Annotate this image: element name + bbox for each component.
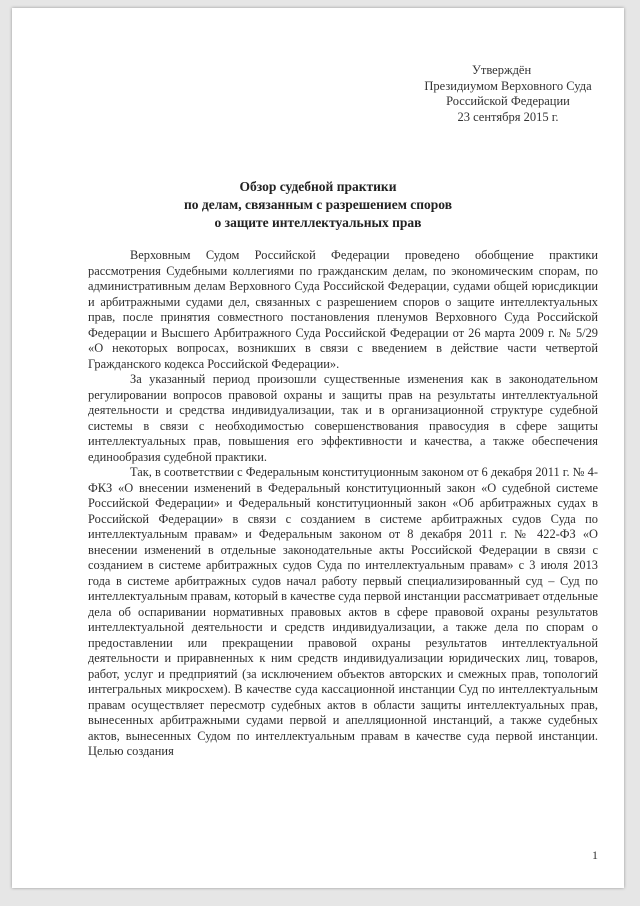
paragraph: Верховным Судом Российской Федерации проведено обобщение практики рассмотрения Судебными коллегиями по гражданским делам, по экономическим спорам, по административным делам Верховного Суда Российской Федерации, судами общей юрисдикции и арбитражными судами дел, связанных с разрешением споров о защите интеллектуальных прав, после принятия совместного постановления пленумов Верховного Суда Российской Федерации и Высшего Арбитражного Суда Российской Федерации от 26 марта 2009 г. № 5/29 «О некоторых вопросах, возникших в связи с введением в действие части четвертой Гражданского кодекса Российской Федерации». <box>88 248 598 371</box>
paragraph: За указанный период произошли существенные изменения как в законодательном регулировании вопросов правовой охраны и защиты прав на результаты интеллектуальной деятельности и средства индивидуализации, так и в организационной структуре судебной системы в связи с необходимостью совершенствования правосудия в сфере защиты интеллектуальных прав, повышения его эффективности и качества, а также обеспечения единообразия судебной практики. <box>88 372 598 464</box>
document-title <box>52 178 584 232</box>
document-page <box>12 8 624 888</box>
title-line: по делам, связанным с разрешением споров <box>183 197 453 212</box>
approval-line: Утверждён <box>472 63 532 77</box>
document-body <box>88 248 598 760</box>
approval-stamp <box>408 63 608 125</box>
approval-date: 23 сентября 2015 г. <box>457 109 559 124</box>
approval-line: Российской Федерации <box>446 94 570 108</box>
paragraph: Так, в соответствии с Федеральным конституционным законом от 6 декабря 2011 г. № 4-ФКЗ «О внесении изменений в Федеральный конституционный закон «О судебной системе Российской Федерации» и Федеральный конституционный закон «Об арбитражных судах в Российской Федерации» в связи с созданием в системе арбитражных судов Суда по интеллектуальным правам» и Федеральным законом от 8 декабря 2011 г. № 422-ФЗ «О внесении изменений в отдельные законодательные акты Российской Федерации в связи с созданием в системе арбитражных судов Суда по интеллектуальным правам» с 3 июля 2013 года в системе арбитражных судов начал работу первый специализированный суд – Суд по интеллектуальным правам, который в качестве суда первой инстанции рассматривает отдельные дела об оспаривании нормативных правовых актов в сфере правовой охраны результатов интеллектуальной деятельности и средств индивидуализации, а также дела по спорам о предоставлении или прекращении правовой охраны результатов интеллектуальной деятельности и приравненных к ним средств индивидуализации юридических лиц, товаров, работ, услуг и предприятий (за исключением объектов авторских и смежных прав, топологий интегральных микросхем). В качестве суда кассационной инстанции Суд по интеллектуальным правам осуществляет пересмотр судебных актов в области защиты интеллектуальных прав, вынесенных арбитражными судами первой и апелляционной инстанций, а также судебных актов, вынесенных Судом по интеллектуальным правам в качестве суда первой инстанции. Целью создания <box>88 465 599 758</box>
page-number: 1 <box>592 848 598 862</box>
title-line: Обзор судебной практики <box>239 179 397 194</box>
title-line: о защите интеллектуальных прав <box>214 215 422 230</box>
approval-line: Президиумом Верховного Суда <box>424 78 592 93</box>
